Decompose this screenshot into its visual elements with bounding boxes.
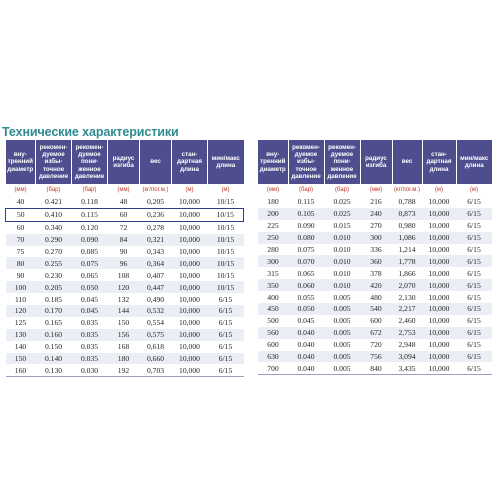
table-cell: 0.010 <box>324 255 360 267</box>
table-cell: 840 <box>360 362 392 374</box>
table-cell: 0,873 <box>392 208 422 220</box>
unit-cell: (кг/пог.м.) <box>140 184 172 196</box>
column-header: вес <box>140 140 172 184</box>
table-row <box>6 317 244 329</box>
table-cell: 6/15 <box>208 293 244 305</box>
table-cell: 10/15 <box>208 246 244 258</box>
table-cell: 2,130 <box>392 291 422 303</box>
table-row <box>258 255 492 267</box>
table-cell: 0.185 <box>36 293 72 305</box>
table-cell: 0.170 <box>36 305 72 317</box>
table-cell: 10,000 <box>172 196 208 208</box>
units-row <box>6 184 244 196</box>
column-header: мин/макс длина <box>208 140 244 184</box>
table-cell: 90 <box>6 269 36 281</box>
table-cell: 600 <box>360 315 392 327</box>
table-cell: 10/15 <box>208 269 244 281</box>
table-cell: 0.165 <box>36 317 72 329</box>
table-cell: 144 <box>108 305 140 317</box>
table-cell: 80 <box>6 257 36 269</box>
table-row <box>6 257 244 269</box>
table-cell: 168 <box>108 341 140 353</box>
table-cell: 140 <box>6 341 36 353</box>
column-header: вес <box>392 140 422 184</box>
table-header <box>6 140 244 196</box>
table-cell: 10,000 <box>422 255 456 267</box>
table-cell: 700 <box>258 362 288 374</box>
table-cell: 0.421 <box>36 196 72 208</box>
table-cell: 10,000 <box>172 208 208 221</box>
table-cell: 0.010 <box>324 267 360 279</box>
table-cell: 360 <box>360 255 392 267</box>
table-cell: 0,236 <box>140 208 172 221</box>
table-cell: 120 <box>108 281 140 293</box>
table-cell: 10,000 <box>422 196 456 208</box>
column-header: радиус изгиба <box>108 140 140 184</box>
table-cell: 10/15 <box>208 234 244 246</box>
table-cell: 0.230 <box>36 269 72 281</box>
table-cell: 0.160 <box>36 329 72 341</box>
table-cell: 10/15 <box>208 221 244 233</box>
column-header: рекомен- дуемое пони- женное давление <box>72 140 108 184</box>
table-cell: 6/15 <box>456 351 492 363</box>
unit-cell: (мм) <box>108 184 140 196</box>
table-cell: 10,000 <box>422 267 456 279</box>
table-row <box>258 208 492 220</box>
table-cell: 6/15 <box>456 255 492 267</box>
table-cell: 10/15 <box>208 281 244 293</box>
table-cell: 6/15 <box>456 303 492 315</box>
table-row <box>6 341 244 353</box>
table-cell: 0.118 <box>72 196 108 208</box>
table-cell: 60 <box>108 208 140 221</box>
table-row <box>6 364 244 376</box>
table-cell: 6/15 <box>456 339 492 351</box>
table-cell: 10,000 <box>422 362 456 374</box>
table-cell: 0.065 <box>288 267 324 279</box>
table-cell: 10,000 <box>172 269 208 281</box>
table-cell: 10,000 <box>422 220 456 232</box>
table-row <box>6 329 244 341</box>
table-cell: 0.055 <box>288 291 324 303</box>
table-cell: 192 <box>108 364 140 376</box>
table-cell: 10/15 <box>208 257 244 269</box>
table-cell: 0.090 <box>288 220 324 232</box>
table-cell: 180 <box>108 353 140 365</box>
unit-cell: (м) <box>456 184 492 196</box>
table-cell: 0.040 <box>288 351 324 363</box>
table-cell: 110 <box>6 293 36 305</box>
table-cell: 0.150 <box>36 341 72 353</box>
column-header: стан- дартная длина <box>422 140 456 184</box>
table-cell: 10,000 <box>172 281 208 293</box>
table-cell: 10,000 <box>422 208 456 220</box>
table-cell: 10,000 <box>172 305 208 317</box>
table-cell: 0.035 <box>72 317 108 329</box>
table-cell: 0,532 <box>140 305 172 317</box>
table-cell: 70 <box>6 234 36 246</box>
table-cell: 6/15 <box>208 317 244 329</box>
table-cell: 150 <box>108 317 140 329</box>
table-cell: 2,753 <box>392 327 422 339</box>
column-header: вну- тренний диаметр <box>6 140 36 184</box>
table-cell: 6/15 <box>456 291 492 303</box>
table-cell: 125 <box>6 317 36 329</box>
table-cell: 60 <box>6 221 36 233</box>
table-cell: 100 <box>6 281 36 293</box>
table-cell: 225 <box>258 220 288 232</box>
table-cell: 10,000 <box>172 221 208 233</box>
table-cell: 0.050 <box>72 281 108 293</box>
table-cell: 90 <box>108 246 140 258</box>
table-cell: 0.090 <box>72 234 108 246</box>
table-row <box>6 246 244 258</box>
table-cell: 0.005 <box>324 315 360 327</box>
unit-cell: (кг/пог.м.) <box>392 184 422 196</box>
table-cell: 6/15 <box>456 196 492 208</box>
table-cell: 0,205 <box>140 196 172 208</box>
table-cell: 0,703 <box>140 364 172 376</box>
table-cell: 10,000 <box>172 341 208 353</box>
table-cell: 0.070 <box>288 255 324 267</box>
table-cell: 0,554 <box>140 317 172 329</box>
table-cell: 672 <box>360 327 392 339</box>
table-cell: 6/15 <box>456 279 492 291</box>
table-row <box>6 293 244 305</box>
column-header: рекомен- дуемое избы- точное давление <box>288 140 324 184</box>
table-cell: 84 <box>108 234 140 246</box>
table-cell: 10/15 <box>208 208 244 221</box>
table-header <box>258 140 492 196</box>
table-cell: 10,000 <box>422 327 456 339</box>
table-cell: 0.120 <box>72 221 108 233</box>
table-cell: 6/15 <box>456 362 492 374</box>
table-cell: 3,435 <box>392 362 422 374</box>
table-cell: 0.045 <box>288 315 324 327</box>
table-cell: 10,000 <box>172 257 208 269</box>
column-header: вну- тренний диаметр <box>258 140 288 184</box>
table-cell: 0.030 <box>72 364 108 376</box>
table-cell: 0.045 <box>72 305 108 317</box>
table-cell: 0.115 <box>288 196 324 208</box>
table-cell: 0.010 <box>324 232 360 244</box>
table-cell: 6/15 <box>208 341 244 353</box>
unit-cell: (м) <box>208 184 244 196</box>
table-cell: 6/15 <box>456 244 492 256</box>
table-cell: 10,000 <box>172 364 208 376</box>
table-cell: 6/15 <box>456 220 492 232</box>
table-cell: 0.410 <box>36 208 72 221</box>
table-cell: 480 <box>360 291 392 303</box>
table-cell: 250 <box>258 232 288 244</box>
table-cell: 10,000 <box>172 329 208 341</box>
table-cell: 96 <box>108 257 140 269</box>
unit-cell: (мм) <box>6 184 36 196</box>
table-cell: 0,278 <box>140 221 172 233</box>
table-cell: 0,788 <box>392 196 422 208</box>
unit-cell: (м) <box>422 184 456 196</box>
table-cell: 0.045 <box>72 293 108 305</box>
table-cell: 0,575 <box>140 329 172 341</box>
table-cell: 315 <box>258 267 288 279</box>
table-cell: 50 <box>6 208 36 221</box>
header-row <box>6 140 244 184</box>
table-cell: 0,490 <box>140 293 172 305</box>
table-row <box>258 315 492 327</box>
table-cell: 0.060 <box>288 279 324 291</box>
table-cell: 0.040 <box>288 327 324 339</box>
spec-table-left <box>5 140 244 377</box>
table-row <box>6 196 244 208</box>
table-row <box>258 291 492 303</box>
table-cell: 378 <box>360 267 392 279</box>
unit-cell: (м) <box>172 184 208 196</box>
table-cell: 0.005 <box>324 351 360 363</box>
table-cell: 48 <box>108 196 140 208</box>
table-cell: 0,660 <box>140 353 172 365</box>
table-cell: 10,000 <box>172 246 208 258</box>
table-cell: 0.075 <box>72 257 108 269</box>
table-cell: 10,000 <box>422 291 456 303</box>
unit-cell: (бар) <box>324 184 360 196</box>
table-cell: 130 <box>6 329 36 341</box>
unit-cell: (бар) <box>288 184 324 196</box>
table-row <box>258 327 492 339</box>
table-cell: 450 <box>258 303 288 315</box>
unit-cell: (бар) <box>72 184 108 196</box>
table-cell: 6/15 <box>208 364 244 376</box>
table-cell: 420 <box>360 279 392 291</box>
table-cell: 0,343 <box>140 246 172 258</box>
table-body <box>258 196 492 375</box>
table-cell: 0,980 <box>392 220 422 232</box>
table-cell: 150 <box>6 353 36 365</box>
table-cell: 0.340 <box>36 221 72 233</box>
table-row <box>258 279 492 291</box>
table-cell: 756 <box>360 351 392 363</box>
unit-cell: (мм) <box>360 184 392 196</box>
table-cell: 400 <box>258 291 288 303</box>
table-cell: 0.005 <box>324 339 360 351</box>
table-cell: 300 <box>360 232 392 244</box>
table-row <box>258 196 492 208</box>
table-cell: 240 <box>360 208 392 220</box>
table-row <box>258 303 492 315</box>
table-cell: 0.130 <box>36 364 72 376</box>
table-cell: 0.065 <box>72 269 108 281</box>
table-cell: 300 <box>258 255 288 267</box>
table-cell: 350 <box>258 279 288 291</box>
table-cell: 6/15 <box>456 232 492 244</box>
table-cell: 1,866 <box>392 267 422 279</box>
table-cell: 0.075 <box>288 244 324 256</box>
table-cell: 0.035 <box>72 329 108 341</box>
table-cell: 0.005 <box>324 303 360 315</box>
table-cell: 75 <box>6 246 36 258</box>
table-cell: 0,364 <box>140 257 172 269</box>
table-cell: 0.255 <box>36 257 72 269</box>
table-cell: 0.105 <box>288 208 324 220</box>
table-cell: 6/15 <box>208 329 244 341</box>
table-cell: 0.290 <box>36 234 72 246</box>
column-header: мин/макс длина <box>456 140 492 184</box>
table-cell: 1,086 <box>392 232 422 244</box>
table-cell: 216 <box>360 196 392 208</box>
table-cell: 6/15 <box>456 327 492 339</box>
table-cell: 0.040 <box>288 362 324 374</box>
table-cell: 10,000 <box>172 353 208 365</box>
table-cell: 0.085 <box>72 246 108 258</box>
table-row <box>6 305 244 317</box>
table-cell: 336 <box>360 244 392 256</box>
spec-table-right <box>258 140 492 375</box>
unit-cell: (мм) <box>258 184 288 196</box>
table-row <box>6 208 244 221</box>
table-cell: 2,070 <box>392 279 422 291</box>
table-cell: 2,948 <box>392 339 422 351</box>
table-row <box>6 353 244 365</box>
table-cell: 0.040 <box>288 339 324 351</box>
table-cell: 40 <box>6 196 36 208</box>
table-cell: 10,000 <box>422 315 456 327</box>
unit-cell: (бар) <box>36 184 72 196</box>
table-cell: 0.115 <box>72 208 108 221</box>
table-cell: 72 <box>108 221 140 233</box>
table-cell: 0.005 <box>324 362 360 374</box>
table-cell: 0.080 <box>288 232 324 244</box>
table-cell: 500 <box>258 315 288 327</box>
table-cell: 6/15 <box>456 315 492 327</box>
table-cell: 0.015 <box>324 220 360 232</box>
table-cell: 6/15 <box>456 267 492 279</box>
table-cell: 6/15 <box>456 208 492 220</box>
table-cell: 280 <box>258 244 288 256</box>
table-cell: 270 <box>360 220 392 232</box>
table-row <box>258 339 492 351</box>
table-row <box>258 351 492 363</box>
table-cell: 160 <box>6 364 36 376</box>
table-cell: 10,000 <box>422 244 456 256</box>
table-cell: 0.035 <box>72 341 108 353</box>
table-cell: 180 <box>258 196 288 208</box>
table-cell: 10,000 <box>422 232 456 244</box>
table-row <box>6 234 244 246</box>
table-cell: 120 <box>6 305 36 317</box>
table-cell: 108 <box>108 269 140 281</box>
units-row <box>258 184 492 196</box>
table-row <box>258 267 492 279</box>
table-cell: 10/15 <box>208 196 244 208</box>
table-row <box>258 220 492 232</box>
column-header: рекомен- дуемое пони- женное давление <box>324 140 360 184</box>
column-header: радиус изгиба <box>360 140 392 184</box>
table-cell: 156 <box>108 329 140 341</box>
table-cell: 2,217 <box>392 303 422 315</box>
table-row <box>258 244 492 256</box>
table-cell: 6/15 <box>208 353 244 365</box>
table-cell: 0,618 <box>140 341 172 353</box>
table-cell: 0.140 <box>36 353 72 365</box>
column-header: стан- дартная длина <box>172 140 208 184</box>
table-cell: 600 <box>258 339 288 351</box>
table-cell: 540 <box>360 303 392 315</box>
table-cell: 10,000 <box>422 303 456 315</box>
table-cell: 0.035 <box>72 353 108 365</box>
table-cell: 720 <box>360 339 392 351</box>
table-cell: 0.005 <box>324 291 360 303</box>
table-cell: 200 <box>258 208 288 220</box>
table-cell: 3,094 <box>392 351 422 363</box>
header-row <box>258 140 492 184</box>
table-row <box>6 221 244 233</box>
table-cell: 10,000 <box>422 351 456 363</box>
table-cell: 132 <box>108 293 140 305</box>
table-cell: 0.025 <box>324 208 360 220</box>
table-cell: 0,447 <box>140 281 172 293</box>
table-body <box>6 196 244 377</box>
column-header: рекомен- дуемое избы- точное давление <box>36 140 72 184</box>
table-cell: 630 <box>258 351 288 363</box>
table-cell: 0.005 <box>324 327 360 339</box>
table-cell: 0.270 <box>36 246 72 258</box>
table-cell: 0,407 <box>140 269 172 281</box>
section-title: Технические характеристики <box>2 125 179 139</box>
table-cell: 10,000 <box>422 279 456 291</box>
table-cell: 0.010 <box>324 244 360 256</box>
table-cell: 10,000 <box>172 293 208 305</box>
table-cell: 0.205 <box>36 281 72 293</box>
table-cell: 0.050 <box>288 303 324 315</box>
table-row <box>6 281 244 293</box>
table-row <box>6 269 244 281</box>
table-row <box>258 362 492 374</box>
table-cell: 0.025 <box>324 196 360 208</box>
table-cell: 0,321 <box>140 234 172 246</box>
table-cell: 0.010 <box>324 279 360 291</box>
table-row <box>258 232 492 244</box>
table-cell: 2,460 <box>392 315 422 327</box>
table-cell: 1,778 <box>392 255 422 267</box>
table-cell: 6/15 <box>208 305 244 317</box>
table-cell: 10,000 <box>172 234 208 246</box>
table-cell: 10,000 <box>422 339 456 351</box>
table-cell: 1,214 <box>392 244 422 256</box>
table-cell: 10,000 <box>172 317 208 329</box>
table-cell: 560 <box>258 327 288 339</box>
